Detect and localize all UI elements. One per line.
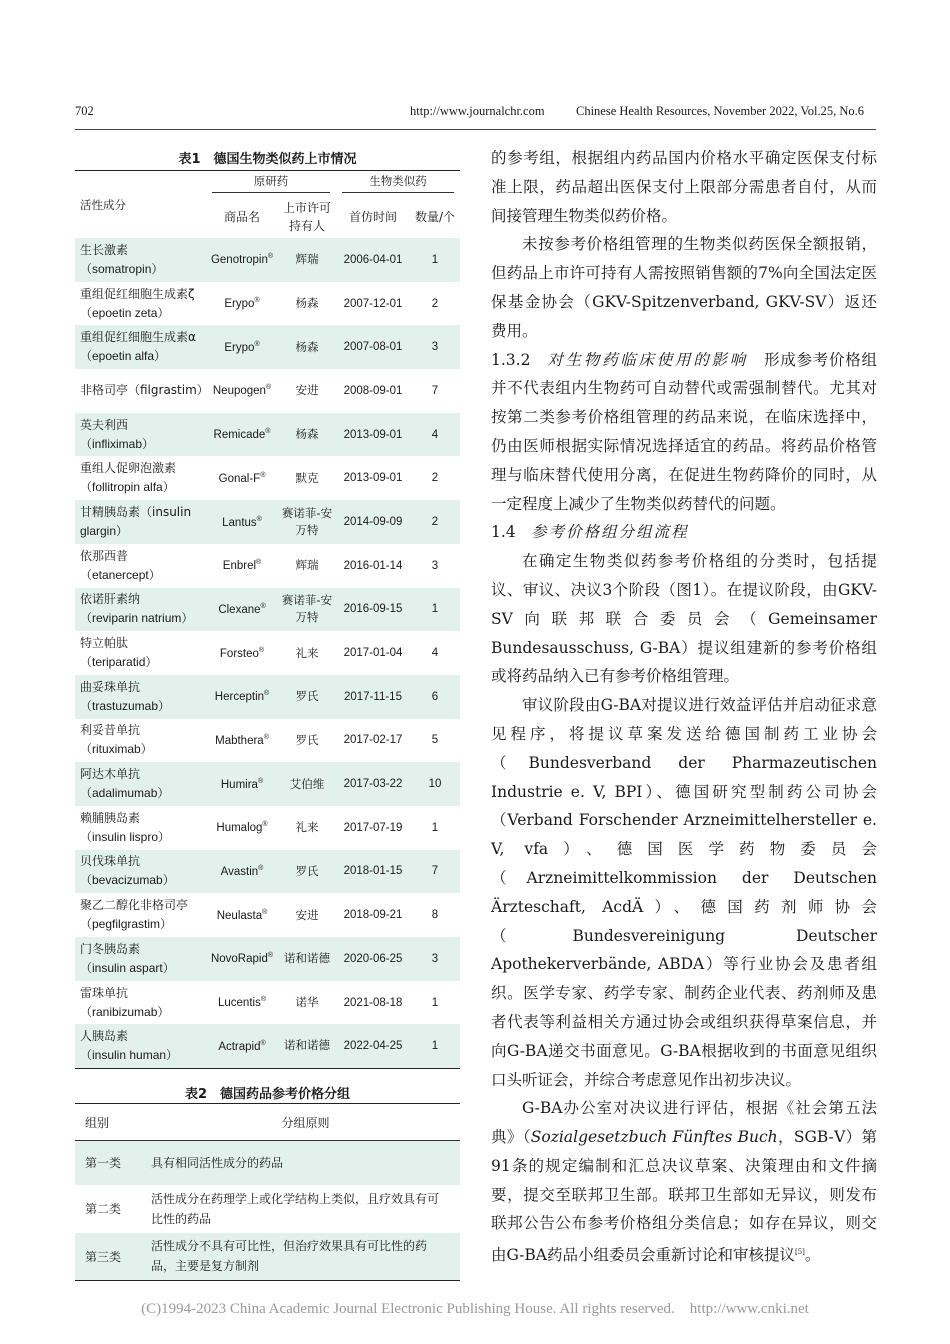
ingredient-en: （pegfilgrastim） — [80, 917, 173, 932]
brand-name: Remicade® — [213, 428, 271, 441]
ingredient-en: （insulin human） — [80, 1047, 179, 1062]
active-ingredient — [75, 631, 206, 675]
active-ingredient — [75, 500, 206, 544]
license-holder: 诺和诺德 — [284, 1038, 330, 1053]
body-text-column — [491, 144, 877, 1270]
ingredient-cn: 生长激素 — [80, 242, 129, 257]
ingredient-en: （epoetin zeta） — [80, 305, 170, 320]
col-count: 数量/个 — [414, 210, 456, 224]
biosimilar-count: 7 — [431, 384, 439, 397]
brand-name: Humira® — [220, 777, 264, 791]
page-number: 702 — [75, 104, 94, 118]
section-number: 1.4 — [491, 523, 516, 542]
table-row — [75, 456, 460, 500]
table2-caption: 表2 德国药品参考价格分组 — [184, 1087, 351, 1102]
text-run: 。 — [804, 1246, 821, 1265]
col-group: 组别 — [85, 1115, 110, 1130]
biosimilar-count: 10 — [428, 778, 442, 791]
brand-name: Genotropin® — [210, 253, 274, 267]
biosimilar-count: 7 — [431, 865, 439, 878]
license-holder: 礼来 — [295, 645, 319, 660]
biosimilar-count: 2 — [431, 515, 439, 528]
italic-title: Sozialgesetzbuch Fünftes Buch — [530, 1128, 778, 1147]
first-date: 2007-08-01 — [343, 341, 403, 354]
ingredient-en: （bevacizumab） — [80, 873, 175, 888]
paragraph: 的参考组，根据组内药品国内价格水平确定医保支付标准上限，药品超出医保支付上限部分需患者自付，从而间接管理生物类似药价格。 — [491, 149, 877, 225]
license-holder: 诺华 — [295, 995, 319, 1010]
ingredient-cn: 重组促红细胞生成素α — [80, 330, 196, 345]
ingredient-cn: 雷珠单抗 — [80, 985, 129, 1000]
first-date: 2018-01-15 — [343, 865, 403, 878]
active-ingredient — [75, 762, 206, 806]
first-date: 2017-11-15 — [344, 690, 402, 703]
license-holder: 默克 — [295, 470, 319, 485]
active-ingredient — [75, 981, 206, 1025]
ingredient-en: （etanercept） — [80, 567, 161, 582]
ingredient-cn: 重组促红细胞生成素ζ — [80, 286, 195, 301]
ingredient-en: （insulin lispro） — [80, 829, 171, 844]
ingredient-cn: 人胰岛素 — [80, 1028, 129, 1043]
brand-name: Lucentis® — [217, 996, 266, 1009]
active-ingredient — [75, 325, 206, 369]
biosimilar-count: 2 — [431, 472, 439, 485]
ingredient-en: （somatropin） — [80, 261, 164, 276]
registered-mark: ® — [260, 602, 266, 610]
ingredient-cn: 门冬胰岛素 — [80, 941, 141, 956]
license-holder: 杨森 — [295, 339, 319, 354]
first-date: 2007-12-01 — [343, 297, 403, 310]
ingredient-cn: 聚乙二醇化非格司亭 — [80, 898, 189, 913]
registered-mark: ® — [262, 908, 268, 916]
ingredient-cn: 非格司亭（filgrastim） — [80, 383, 209, 398]
col-brand-name: 商品名 — [223, 210, 260, 224]
brand-name: Avastin® — [220, 865, 264, 878]
table-row — [75, 675, 460, 719]
first-date: 2018-09-21 — [343, 909, 403, 922]
ingredient-cn: 阿达木单抗 — [80, 767, 141, 782]
ingredient-en: （insulin aspart） — [80, 960, 175, 975]
biosimilar-count: 3 — [431, 952, 439, 965]
paragraph: 未按参考价格组管理的生物类似药医保全额报销，但药品上市许可持有人需按照销售额的7%向全国法定医保基金协会（GKV-Spitzenverband, GKV-SV）返还费用。 — [491, 235, 877, 340]
citation-ref[interactable]: [5] — [795, 1248, 805, 1257]
first-date: 2013-09-01 — [343, 472, 403, 485]
active-ingredient — [75, 456, 206, 500]
table-row — [75, 413, 460, 457]
license-holder: 罗氏 — [295, 863, 319, 878]
table2-row — [75, 1185, 460, 1233]
biosimilar-table — [75, 170, 460, 1069]
registered-mark: ® — [256, 559, 262, 567]
biosimilar-count: 2 — [431, 297, 439, 310]
first-date: 2016-01-14 — [343, 559, 403, 572]
brand-name: Forsteo® — [219, 646, 265, 660]
biosimilar-count: 1 — [431, 1039, 439, 1052]
active-ingredient — [75, 588, 206, 632]
registered-mark: ® — [257, 777, 264, 785]
registered-mark: ® — [256, 515, 262, 523]
active-ingredient — [75, 1024, 206, 1068]
ingredient-cn: 赖脯胰岛素 — [80, 810, 141, 825]
license-holder: 安进 — [295, 383, 319, 398]
license-holder: 安进 — [295, 907, 319, 922]
col-biosimilar: 生物类似药 — [342, 173, 454, 193]
brand-name: Enbrel® — [222, 559, 262, 573]
table-row — [75, 1024, 460, 1068]
group-principle: 活性成分在药理学上或化学结构上类似，且疗效具有可比性的药品 — [151, 1191, 440, 1226]
paragraph — [491, 1094, 877, 1270]
ingredient-en: （ranibizumab） — [80, 1004, 170, 1019]
biosimilar-count: 5 — [431, 734, 439, 747]
active-ingredient — [75, 282, 206, 326]
table2-row — [75, 1141, 460, 1185]
section-1-4-heading — [491, 518, 877, 547]
section-title: 参考价格组分组流程 — [531, 523, 689, 542]
header-rule — [75, 129, 876, 130]
active-ingredient — [75, 238, 206, 282]
license-holder: 礼来 — [295, 820, 319, 835]
biosimilar-count: 8 — [431, 909, 439, 922]
text-run: ，SGB-Ⅴ）第91条的规定编制和汇总决议草案、决策理由和文件摘要，提交至联邦卫生部。联邦卫生部如无异议，则发布联邦公告公布参考价格组分类信息；如存在异议，则交由G-BA药品小组委员会重新讨论和审核提议 — [491, 1128, 877, 1265]
license-holder: 罗氏 — [295, 732, 319, 747]
biosimilar-count: 4 — [431, 647, 439, 660]
biosimilar-count: 1 — [431, 821, 439, 834]
table-row — [75, 893, 460, 937]
table-row — [75, 762, 460, 806]
brand-name: Lantus® — [222, 515, 262, 529]
paragraph: 审议阶段由G-BA对提议进行效益评估并启动征求意见程序，将提议草案发送给德国制药工业协会（Bundesverband der Pharmazeutischen Industrie e. V, BPI）、德国研究型制药公司协会（Verband Forschender Arzneimittelhersteller e. V, vfa）、德国医学药物委员会（Arzneimittelkommission der Deutschen Ärzteschaft, AcdÄ）、德国药剂师协会（Bundesvereinigung Deutscher Apothekerverbände, ABDA）等行业协会及患者组织。医学专家、药学专家、制药企业代表、药剂师及患者代表等利益相关方通过协会或组织获得草案信息，并向G-BA递交书面意见。G-BA根据收到的书面意见组织口头听证会，并综合考虑意见作出初步决议。 — [491, 696, 877, 1089]
first-date: 2006-04-01 — [343, 253, 403, 266]
active-ingredient — [75, 850, 206, 894]
group-label: 第二类 — [85, 1202, 122, 1216]
table-row — [75, 238, 460, 282]
first-date: 2017-07-19 — [343, 821, 403, 834]
active-ingredient — [75, 369, 209, 413]
ingredient-cn: 依诺肝素纳 — [80, 592, 141, 607]
brand-name: Erypo® — [224, 297, 260, 310]
ingredient-cn: 甘精胰岛素（insulin — [80, 504, 192, 519]
active-ingredient — [75, 806, 206, 850]
biosimilar-count: 1 — [431, 603, 439, 616]
section-number: 1.3.2 — [491, 350, 531, 369]
registered-mark: ® — [262, 821, 268, 829]
first-date: 2017-03-22 — [343, 778, 403, 791]
ingredient-cn: 利妥昔单抗 — [80, 723, 141, 738]
table1-caption: 表1 德国生物类似药上市情况 — [178, 152, 357, 167]
text-run: G-BA办公室对决议进行评估，根据《社会第五法典》（ — [491, 1099, 877, 1147]
brand-name: Actrapid® — [218, 1039, 266, 1053]
ingredient-cn: 依那西普 — [80, 548, 129, 563]
first-date: 2017-01-04 — [343, 647, 403, 660]
active-ingredient — [75, 719, 206, 763]
reference-price-group-table — [75, 1103, 460, 1281]
registered-mark: ® — [264, 690, 270, 698]
section-text: 形成参考价格组并不代表组内生物药可自动替代或需强制替代。尤其对按第二类参考价格组管理的药品来说，在临床选择中，仍由医师根据实际情况选择适宜的药品。将药品价格管理与临床替代使用分离，在促进生物药降价的同时，从一定程度上减少了生物类似药替代的问题。 — [491, 350, 877, 513]
first-date: 2020-06-25 — [343, 952, 403, 965]
biosimilar-count: 4 — [431, 428, 439, 441]
table-row — [75, 719, 460, 763]
active-ingredient — [75, 675, 206, 719]
group-principle: 具有相同活性成分的药品 — [151, 1155, 284, 1170]
ingredient-en: （rituximab） — [80, 742, 153, 757]
copyright-footer: (C)1994-2023 China Academic Journal Electronic Publishing House. All rights reserved. http://www.cnki.net — [141, 1301, 809, 1317]
table-row — [75, 937, 460, 981]
brand-name: Mabthera® — [215, 733, 269, 747]
ingredient-cn: 重组人促卵泡激素 — [80, 461, 177, 476]
journal-url[interactable]: http://www.journalchr.com — [410, 104, 545, 118]
license-holder: 诺和诺德 — [284, 951, 330, 966]
active-ingredient — [75, 413, 206, 457]
first-date: 2008-09-01 — [343, 384, 403, 397]
registered-mark: ® — [254, 297, 260, 305]
ingredient-en: （reviparin natrium） — [80, 611, 194, 626]
registered-mark: ® — [267, 952, 274, 960]
table-row — [75, 325, 460, 369]
active-ingredient — [75, 937, 206, 981]
ingredient-en: glargin） — [80, 523, 129, 538]
first-date: 2013-09-01 — [343, 428, 403, 441]
col-first-date: 首仿时间 — [348, 210, 397, 224]
registered-mark: ® — [254, 340, 260, 348]
col-active-ingredient: 活性成分 — [75, 171, 206, 239]
ingredient-en: （epoetin alfa） — [80, 349, 167, 364]
group-principle: 活性成分不具有可比性，但治疗效果具有可比性的药品，主要是复方制剂 — [151, 1239, 428, 1274]
ingredient-en: （infliximab） — [80, 436, 155, 451]
license-holder: 杨森 — [295, 296, 319, 311]
brand-name: Erypo® — [224, 340, 260, 354]
license-holder: 辉瑞 — [295, 252, 319, 267]
biosimilar-count: 6 — [431, 690, 439, 703]
col-original-drug: 原研药 — [212, 173, 330, 193]
ingredient-en: （adalimumab） — [80, 786, 170, 801]
paragraph: 在确定生物类似药参考价格组的分类时，包括提议、审议、决议3个阶段（图1）。在提议阶段，由GKV-SV向联邦联合委员会（Gemeinsamer Bundesausschuss, G-BA）提议组建新的参考价格组或将药品纳入已有参考价格组管理。 — [491, 552, 877, 686]
table-row — [75, 500, 460, 544]
section-title: 对生物药临床使用的影响 — [547, 350, 748, 369]
brand-name: Neupogen® — [212, 384, 272, 398]
brand-name: Humalog® — [216, 821, 268, 835]
col-license-holder: 上市许可持有人 — [282, 200, 331, 233]
journal-citation: Chinese Health Resources, November 2022, Vol.25, No.6 — [576, 104, 865, 118]
ingredient-cn: 英夫利西 — [80, 417, 129, 432]
section-1-3-2 — [491, 346, 877, 519]
group-label: 第一类 — [85, 1156, 122, 1171]
active-ingredient — [75, 893, 206, 937]
ingredient-cn: 贝伐珠单抗 — [80, 854, 141, 869]
license-holder: 杨森 — [295, 427, 319, 442]
ingredient-cn: 曲妥珠单抗 — [80, 679, 141, 694]
table2-row — [75, 1233, 460, 1281]
brand-name: Gonal-F® — [218, 471, 266, 485]
registered-mark: ® — [265, 384, 272, 392]
group-label: 第三类 — [85, 1249, 122, 1264]
first-date: 2014-09-09 — [343, 515, 403, 528]
registered-mark: ® — [263, 733, 269, 741]
col-principle: 分组原则 — [281, 1115, 330, 1130]
registered-mark: ® — [260, 471, 266, 479]
table-row — [75, 806, 460, 850]
active-ingredient — [75, 544, 206, 588]
brand-name: Clexane® — [218, 602, 266, 616]
biosimilar-count: 1 — [431, 253, 439, 266]
table-row — [75, 369, 460, 413]
first-date: 2016-09-15 — [343, 603, 403, 616]
brand-name: Herceptin® — [214, 690, 270, 704]
license-holder: 辉瑞 — [295, 558, 319, 573]
biosimilar-count: 3 — [431, 559, 439, 572]
biosimilar-count: 3 — [431, 341, 439, 354]
license-holder: 罗氏 — [295, 689, 319, 704]
license-holder: 赛诺菲-安万特 — [281, 505, 333, 537]
registered-mark: ® — [258, 646, 265, 654]
table-row — [75, 282, 460, 326]
license-holder: 赛诺菲-安万特 — [281, 593, 333, 625]
biosimilar-count: 1 — [431, 996, 439, 1009]
table-row — [75, 850, 460, 894]
ingredient-en: （trastuzumab） — [80, 698, 171, 713]
registered-mark: ® — [260, 996, 266, 1004]
ingredient-en: （teriparatid） — [80, 655, 158, 670]
table-row — [75, 588, 460, 632]
brand-name: NovoRapid® — [210, 952, 274, 966]
registered-mark: ® — [265, 428, 271, 436]
registered-mark: ® — [260, 1039, 266, 1047]
brand-name: Neulasta® — [216, 908, 268, 922]
table-row — [75, 544, 460, 588]
registered-mark: ® — [258, 865, 264, 873]
first-date: 2017-02-17 — [343, 734, 403, 747]
table-row — [75, 631, 460, 675]
ingredient-cn: 特立帕肽 — [80, 636, 129, 651]
table-row — [75, 981, 460, 1025]
ingredient-en: （follitropin alfa） — [80, 480, 175, 495]
first-date: 2021-08-18 — [343, 996, 403, 1009]
first-date: 2022-04-25 — [343, 1039, 403, 1052]
license-holder: 艾伯维 — [289, 776, 325, 791]
registered-mark: ® — [267, 253, 274, 261]
